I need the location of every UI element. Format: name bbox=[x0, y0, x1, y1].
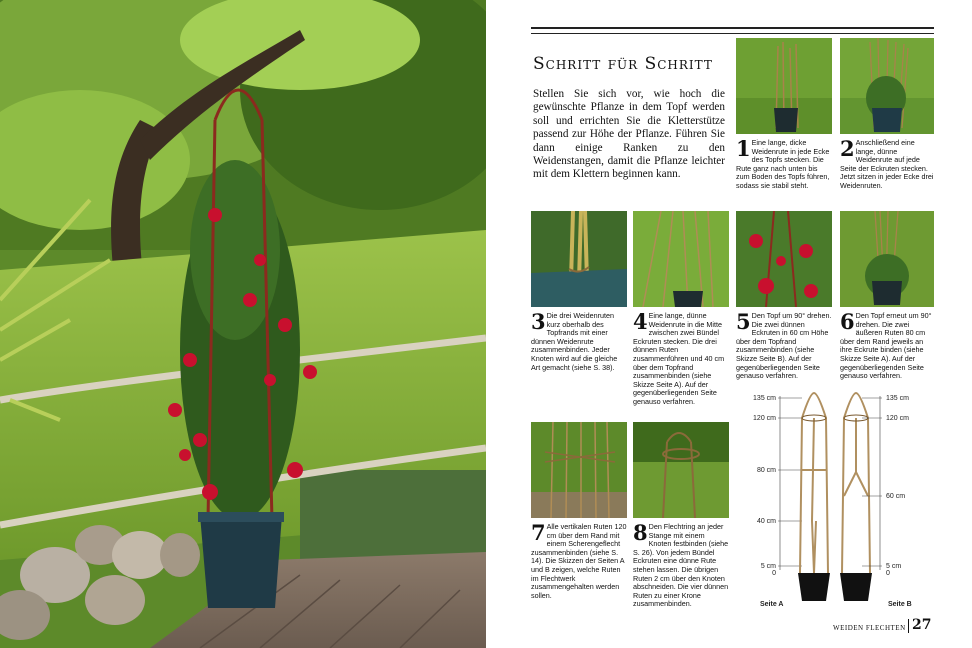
a-label-120: 120 cm bbox=[753, 415, 776, 422]
a-label-135: 135 cm bbox=[753, 395, 776, 402]
intro-paragraph: Stellen Sie sich vor, wie hoch die gewünschte Pflanze in dem Topf werden soll und errichten Sie die Kletterstütze passend zur Höhe der Pflanze. Führen Sie dann einige Ranken zu den Weidenstangen, damit die Pflanze leichter mit dem Klettern beginnen kann. bbox=[533, 88, 725, 181]
footer-divider bbox=[908, 619, 909, 633]
step-4-photo bbox=[633, 211, 729, 307]
page-title: Schritt für Schritt bbox=[533, 54, 713, 74]
caption-side-a: Seite A bbox=[760, 601, 784, 608]
step-2-photo bbox=[840, 38, 934, 134]
b-label-135: 135 cm bbox=[886, 395, 909, 402]
step-1-photo bbox=[736, 38, 832, 134]
step-2-caption: 2 Anschließend eine lange, dünne Weidenrute auf jede Seite der Eckruten stecken. Jetzt sitzen in jeder Ecke drei Weidenruten. bbox=[840, 136, 934, 190]
step-7-photo bbox=[531, 422, 627, 518]
sketch-diagram bbox=[752, 388, 932, 613]
b-label-5: 5 cm bbox=[886, 563, 902, 570]
a-label-40: 40 cm bbox=[756, 518, 776, 525]
step-4-caption: 4 Eine lange, dünne Weidenrute in die Mitte zwischen zwei Bündel Eckruten stecken. Die drei dünnen Ruten zusammenführen und 40 cm über dem Topfrand zusammenbinden (siehe Skizze Seite A). Auf der gegenüberliegenden Seite genauso verfahren. bbox=[633, 309, 725, 406]
step-6-photo bbox=[840, 211, 934, 307]
step-8-caption: 8 Den Flechtring an jeder Stange mit einem Knoten festbinden (siehe S. 26). Von jedem Bündel Eckruten eine dünne Rute stehen lassen. Die übrigen Ruten 2 cm über den Knoten abschneiden. Die vier dünnen Ruten zu einer Krone zusammenbinden. bbox=[633, 520, 729, 609]
b-label-60: 60 cm bbox=[886, 493, 906, 500]
step-3-caption: 3 Die drei Weidenruten kurz oberhalb des Topfrands mit einer dünnen Weidenrute zusammenbinden. Jeder Knoten wird auf die gleiche Art gemacht (siehe S. 38). bbox=[531, 309, 618, 372]
a-label-5: 5 cm bbox=[760, 563, 776, 570]
a-label-0: 0 bbox=[772, 570, 776, 577]
a-label-80: 80 cm bbox=[756, 467, 776, 474]
step-3-photo bbox=[531, 211, 627, 307]
b-label-120: 120 cm bbox=[886, 415, 909, 422]
caption-side-b: Seite B bbox=[888, 601, 912, 608]
page-number: 27 bbox=[912, 617, 932, 633]
header-rule bbox=[531, 27, 934, 34]
footer-section: WEIDEN FLECHTEN bbox=[833, 624, 906, 632]
step-7-caption: 7 Alle vertikalen Ruten 120 cm über dem Rand mit einem Scherengeflecht zusammenbinden (siehe S. 14). Die Skizzen der Seiten A und B zeigen, welche Ruten im Flechtwerk zusammengehalten werden sollen. bbox=[531, 520, 627, 600]
step-5-caption: 5 Den Topf um 90° drehen. Die zwei dünnen Eckruten in 60 cm Höhe über dem Topfrand zusammenbinden (siehe Skizze Seite B). Auf der gegenüberliegenden Seite genauso verfahren. bbox=[736, 309, 832, 381]
step-1-caption: 1 Eine lange, dicke Weidenrute in jede Ecke des Topfs stecken. Die Rute ganz nach unten bis zum Boden des Topfs führen, sodass sie stabil steht. bbox=[736, 136, 830, 190]
step-5-photo bbox=[736, 211, 832, 307]
step-6-caption: 6 Den Topf erneut um 90° drehen. Die zwei äußeren Ruten 80 cm über dem Rand jeweils an ihre Eckrute binden (siehe Skizze Seite A). Auf der gegenüberliegenden Seite genauso verfahren. bbox=[840, 309, 932, 381]
step-8-photo bbox=[633, 422, 729, 518]
b-label-0: 0 bbox=[886, 570, 890, 577]
